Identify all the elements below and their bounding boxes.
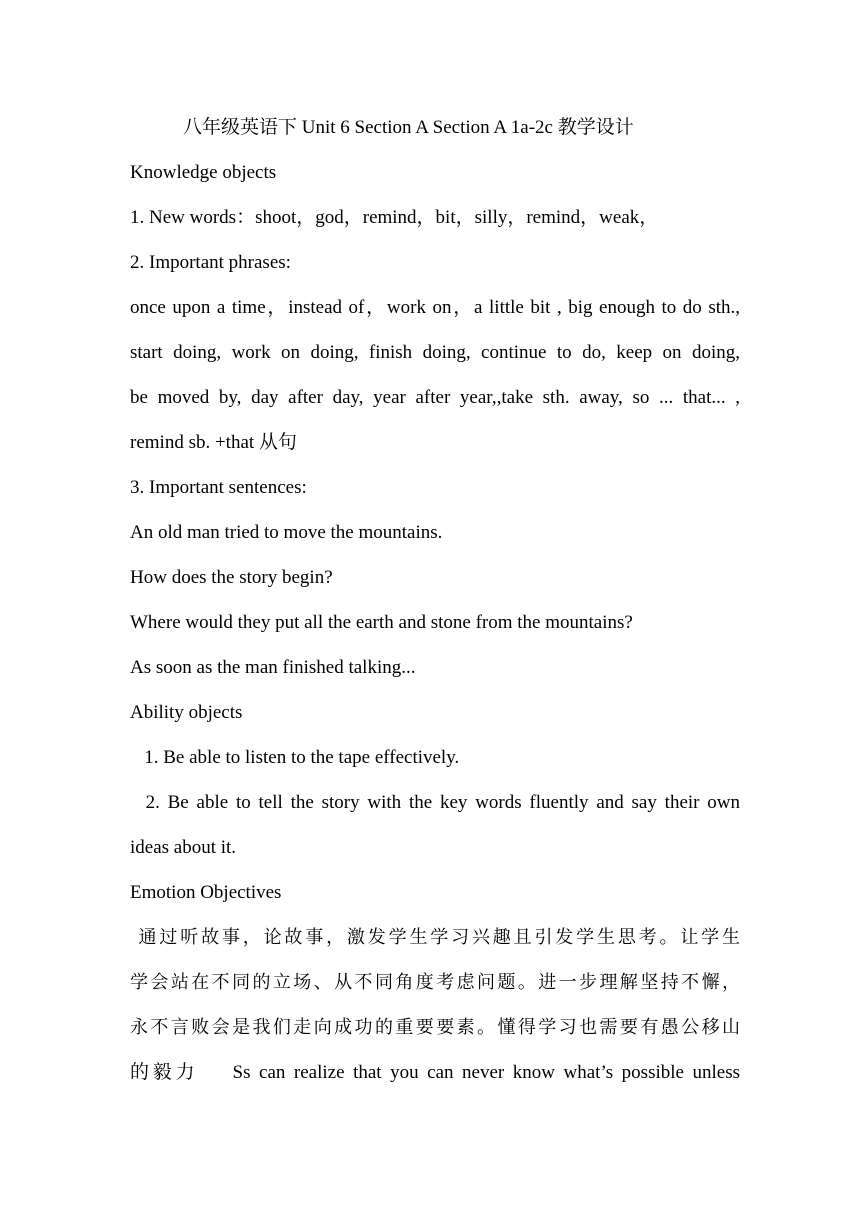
section-heading-ability: Ability objects — [130, 702, 243, 723]
ability-item-1: 1. Be able to listen to the tape effectively. — [130, 747, 460, 768]
phrases-heading: 2. Important phrases: — [130, 252, 291, 273]
new-words-line: 1. New words：shoot，god，remind，bit，silly，remind，weak， — [130, 207, 659, 228]
sentence-line: Where would they put all the earth and stone from the mountains? — [130, 612, 633, 633]
sentence-line: An old man tried to move the mountains. — [130, 522, 443, 543]
phrases-line: be moved by, day after day, year after year,,take sth. away, so ... that... , — [130, 387, 740, 408]
ability-item-2-line1: 2. Be able to tell the story with the key words fluently and say their own — [130, 792, 740, 813]
sentences-heading: 3. Important sentences: — [130, 477, 307, 498]
section-heading-knowledge: Knowledge objects — [130, 162, 277, 183]
emotion-paragraph-line: 永不言败会是我们走向成功的重要要素。懂得学习也需要有愚公移山 — [130, 1017, 740, 1038]
sentence-line: How does the story begin? — [130, 567, 333, 588]
phrases-line: once upon a time，instead of，work on，a little bit , big enough to do sth., — [130, 297, 740, 318]
emotion-paragraph-line: 通过听故事，论故事，激发学生学习兴趣且引发学生思考。让学生 — [130, 927, 740, 948]
ability-item-2-line2: ideas about it. — [130, 837, 237, 858]
emotion-paragraph-line: 学会站在不同的立场、从不同角度考虑问题。进一步理解坚持不懈， — [130, 972, 740, 993]
sentence-line: As soon as the man finished talking... — [130, 657, 416, 678]
emotion-paragraph-line: 的毅力 Ss can realize that you can never know what’s possible unless — [130, 1062, 740, 1083]
phrases-line: start doing, work on doing, finish doing, continue to do, keep on doing, — [130, 342, 740, 363]
section-heading-emotion: Emotion Objectives — [130, 882, 282, 903]
document-title: 八年级英语下 Unit 6 Section A Section A 1a-2c 教学设计 — [183, 117, 634, 138]
phrases-line: remind sb. +that 从句 — [130, 432, 297, 453]
